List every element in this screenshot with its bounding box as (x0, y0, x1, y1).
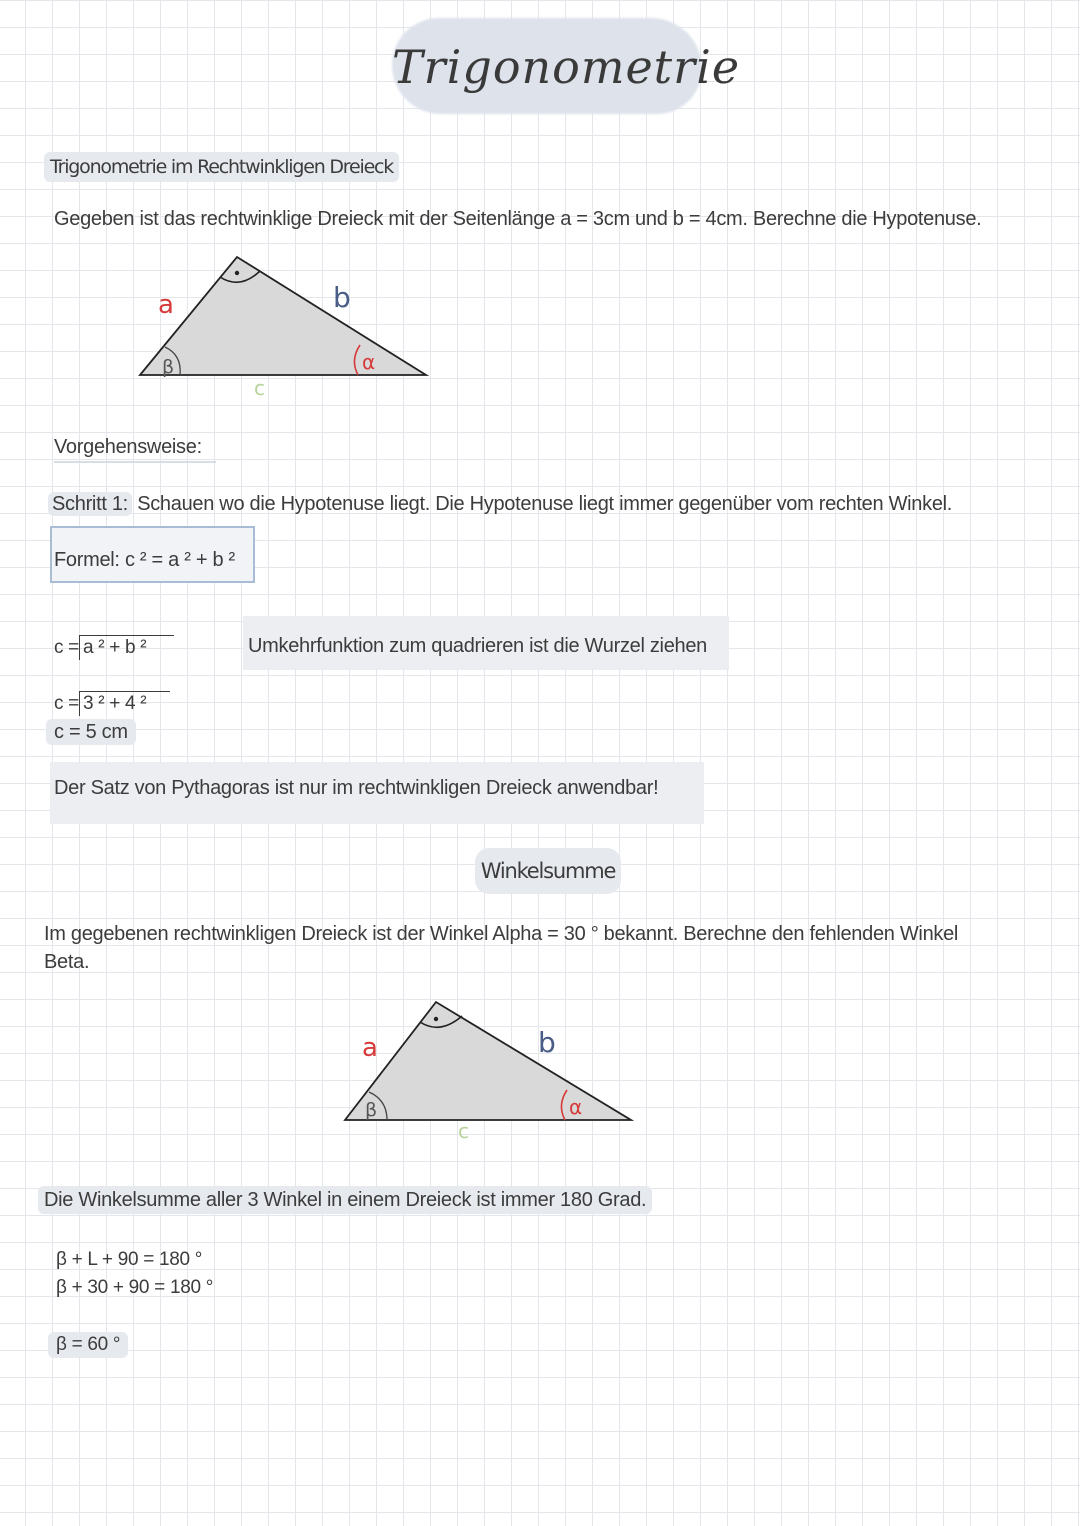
winkelsumme-heading: Winkelsumme (480, 859, 616, 883)
angle-calc-line-2: β + 30 + 90 = 180 ° (56, 1277, 214, 1298)
task-text: Gegeben ist das rechtwinklige Dreieck mit der Seitenlänge a = 3cm und b = 4cm. Berechne die Hypotenuse. (54, 208, 982, 230)
task-2-line-1: Im gegebenen rechtwinkligen Dreieck ist der Winkel Alpha = 30 ° bekannt. Berechne den fehlenden Winkel (44, 923, 959, 945)
label-a: a (362, 1033, 378, 1063)
result-beta: β = 60 ° (48, 1332, 128, 1358)
calc-line-2 (54, 690, 170, 718)
right-angle-dot (235, 271, 239, 275)
triangle-shape (140, 257, 426, 375)
procedure-label: Vorgehensweise: (54, 433, 216, 463)
pythagoras-note: Der Satz von Pythagoras ist nur im rechtwinkligen Dreieck anwendbar! (54, 777, 659, 799)
label-alpha: α (569, 1095, 583, 1119)
section-heading: Trigonometrie im Rechtwinkligen Dreieck (44, 152, 399, 182)
formula: Formel: c ² = a ² + b ² (54, 549, 235, 571)
calc-line-1-prefix: c = (54, 637, 79, 658)
label-c: c (458, 1119, 469, 1143)
label-a: a (158, 290, 174, 320)
calc-line-2-prefix: c = (54, 693, 79, 714)
task-2-line-2: Beta. (44, 951, 90, 973)
triangle-diagram-2 (325, 990, 655, 1150)
label-beta: β (365, 1099, 378, 1121)
triangle-diagram-1 (120, 245, 450, 405)
inverse-note: Umkehrfunktion zum quadrieren ist die Wurzel ziehen (248, 635, 707, 657)
label-b: b (538, 1026, 556, 1059)
angle-calc-line-1: β + L + 90 = 180 ° (56, 1249, 203, 1270)
calc-line-1-radicand: a ² + b ² (82, 637, 147, 658)
calc-line-1 (54, 634, 174, 662)
label-c: c (254, 376, 265, 400)
right-angle-dot (434, 1017, 438, 1021)
step1 (48, 490, 952, 518)
page-title: Trigonometrie (392, 40, 741, 94)
sqrt-symbol-1 (79, 635, 174, 660)
result-hypotenuse: c = 5 cm (46, 719, 136, 745)
label-b: b (333, 281, 351, 314)
step1-text: Schauen wo die Hypotenuse liegt. Die Hypotenuse liegt immer gegenüber vom rechten Winkel. (137, 493, 953, 515)
label-alpha: α (362, 350, 376, 374)
triangle-shape (345, 1002, 631, 1120)
calc-line-2-radicand: 3 ² + 4 ² (82, 693, 147, 714)
label-beta: β (162, 356, 175, 378)
step1-label: Schritt 1: (48, 492, 132, 516)
angle-sum-rule: Die Winkelsumme aller 3 Winkel in einem Dreieck ist immer 180 Grad. (38, 1186, 652, 1214)
sqrt-symbol-2 (79, 691, 170, 716)
